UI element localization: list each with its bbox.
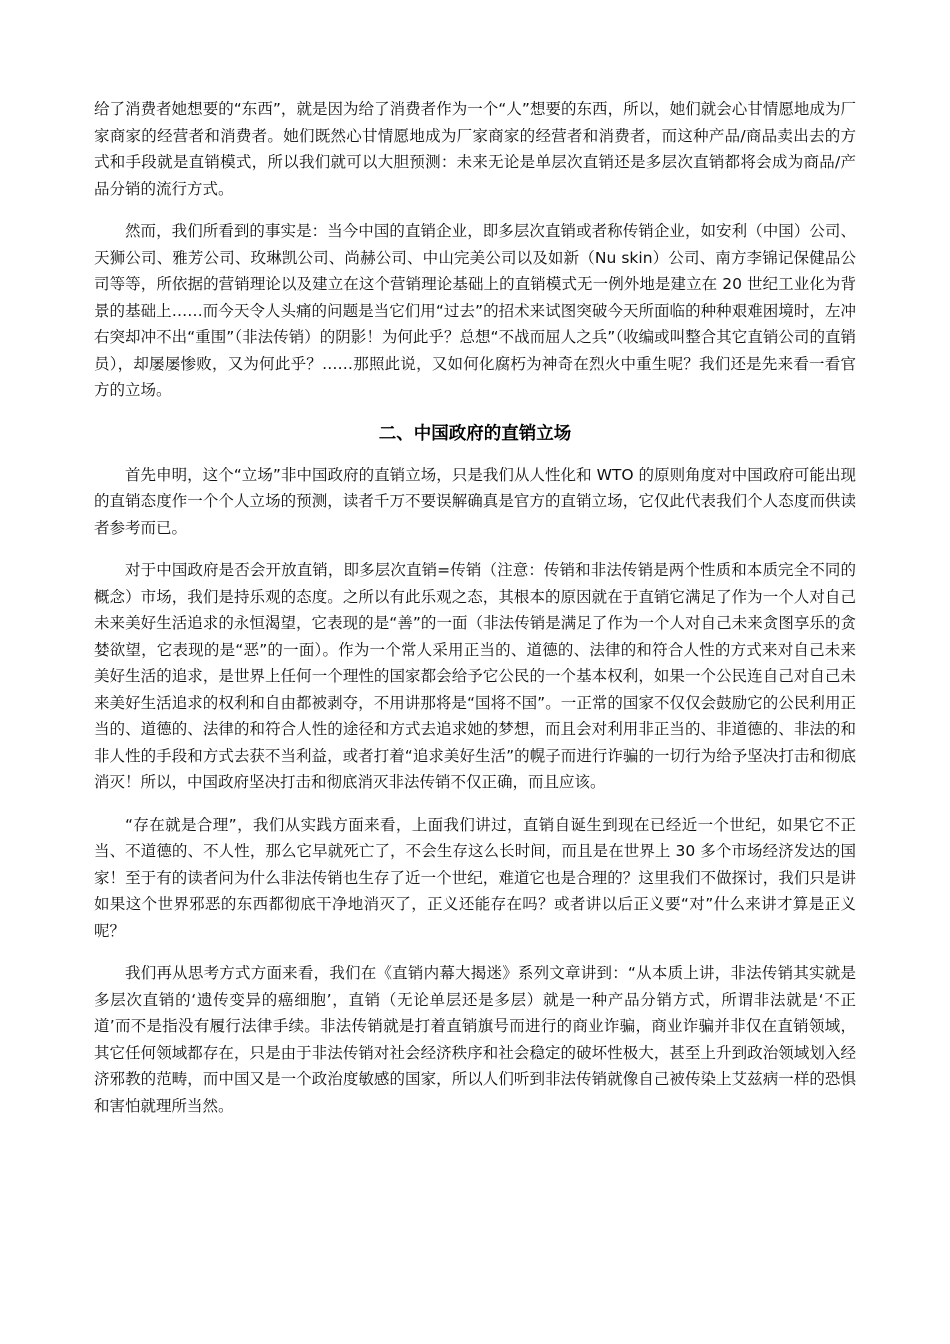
paragraph-direct-selling-facts: 然而，我们所看到的事实是：当今中国的直销企业，即多层次直销或者称传销企业，如安利（中国）公司、天狮公司、雅芳公司、玫琳凯公司、尚赫公司、中山完美公司以及如新（Nu skin）公司、南方李锦记保健品公司等等，所依据的营销理论以及建立在这个营销理论基础上的直销模式无一例外地是建立在 20 世纪工业化为背景的基础上……而今天令人头痛的问题是当它们用“过去”的招术来试图突破今天所面临的种种艰难困境时，左冲右突却冲不出“重围”（非法传销）的阴影！为何此乎？总想“不战而屈人之兵”（收编或叫整合其它直销公司的直销员），却屡屡惨败，又为何此乎？……那照此说，又如何化腐朽为神奇在烈火中重生呢？我们还是先来看一看官方的立场。 — [94, 222, 856, 399]
paragraph-thinking-method: 我们再从思考方式方面来看，我们在《直销内幕大揭迷》系列文章讲到：“从本质上讲，非法传销其实就是多层次直销的‘遗传变异的癌细胞’，直销（无论单层还是多层）就是一种产品分销方式，所谓非法就是‘不正道’而不是指没有履行法律手续。非法传销就是打着直销旗号而进行的商业诈骗，商业诈骗并非仅在直销领域，其它任何领域都存在，只是由于非法传销对社会经济秩序和社会稳定的破坏性极大，甚至上升到政治领域划入经济邪教的范畴，而中国又是一个政治度敏感的国家，所以人们听到非法传销就像自己被传染上艾兹病一样的恐惧和害怕就理所当然。 — [94, 964, 856, 1115]
paragraph-continued: 给了消费者她想要的“东西”，就是因为给了消费者作为一个“人”想要的东西，所以，她们就会心甘情愿地成为厂家商家的经营者和消费者。她们既然心甘情愿地成为厂家商家的经营者和消费者，而这种产品/商品卖出去的方式和手段就是直销模式，所以我们就可以大胆预测：未来无论是单层次直销还是多层次直销都将会成为商品/产品分销的流行方式。 — [94, 100, 856, 198]
section-heading: 二、中国政府的直销立场 — [378, 423, 572, 444]
document-page — [94, 96, 856, 1135]
paragraph-existence-reasonable: “存在就是合理”，我们从实践方面来看，上面我们讲过，直销自诞生到现在已经近一个世纪，如果它不正当、不道德的、不人性，那么它早就死亡了，不会生存这么长时间，而且是在世界上 30 多个市场经济发达的国家！至于有的读者问为什么非法传销也生存了近一个世纪，难道它也是合理的？这里我们不做探讨，我们只是讲如果这个世界邪恶的东西都彻底干净地消灭了，正义还能存在吗？或者讲以后正义要“对”什么来讲才算是正义呢？ — [94, 815, 856, 940]
paragraph-optimistic-attitude: 对于中国政府是否会开放直销，即多层次直销=传销（注意：传销和非法传销是两个性质和本质完全不同的概念）市场，我们是持乐观的态度。之所以有此乐观之态，其根本的原因就在于直销它满足了作为一个人对自己未来美好生活追求的永恒渴望，它表现的是“善”的一面（非法传销是满足了作为一个人对自己未来贪图享乐的贪婪欲望，它表现的是“恶”的一面）。作为一个常人采用正当的、道德的、法律的和符合人性的方式来对自己未来美好生活的追求，是世界上任何一个理性的国家都会给予它公民的一个基本权利，如果一个公民连自己对自己未来美好生活追求的权利和自由都被剥夺，不用讲那将是“国将不国”。一正常的国家不仅仅会鼓励它的公民利用正当的、道德的、法律的和符合人性的途径和方式去追求她的梦想，而且会对利用非正当的、非道德的、非法的和非人性的手段和方式去获不当利益，或者打着“追求美好生活”的幌子而进行诈骗的一切行为给予坚决打击和彻底消灭！所以，中国政府坚决打击和彻底消灭非法传销不仅正确，而且应该。 — [94, 561, 856, 791]
paragraph-disclaimer: 首先申明，这个“立场”非中国政府的直销立场，只是我们从人性化和 WTO 的原则角度对中国政府可能出现的直销态度作一个个人立场的预测，读者千万不要误解确真是官方的直销立场，它仅此代表我们个人态度而供读者参考而已。 — [94, 465, 856, 537]
